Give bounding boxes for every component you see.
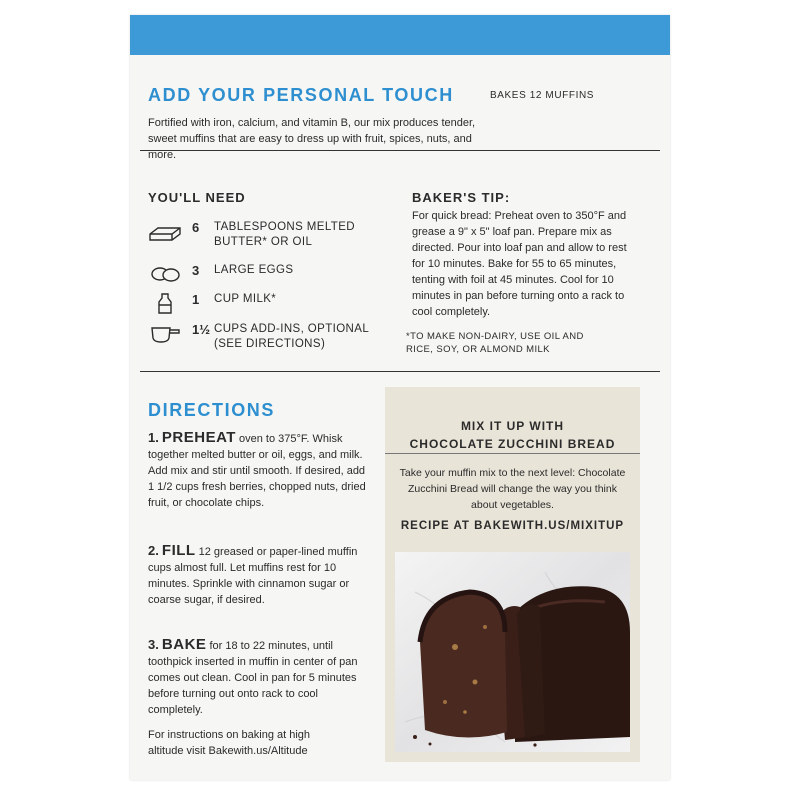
need-item-butter	[148, 220, 364, 250]
need-qty: 1½	[192, 322, 211, 337]
step-text: oven to 375°F. Whisk together melted butter or oil, eggs, and milk. Add mix and stir until smooth. If desired, add 1 1/2 cups fresh berries, chopped nuts, dried fruit, or chocolate chips.	[148, 433, 366, 509]
promo-body: Take your muffin mix to the next level: Chocolate Zucchini Bread will change the way you think about vegetables.	[399, 467, 626, 511]
promo-recipe-link[interactable]: RECIPE AT BAKEWITH.US/MIXITUP	[400, 520, 625, 532]
non-dairy-footnote: *TO MAKE NON-DAIRY, USE OIL AND RICE, SOY, OR ALMOND MILK	[406, 331, 584, 355]
need-qty: 6	[192, 220, 200, 235]
direction-step-bake	[148, 637, 368, 718]
bakers-tip-text: For quick bread: Preheat oven to 350°F and grease a 9" x 5" loaf pan. Prepare mix as directed. Pour into loaf pan and allow to rest for 10 minutes. Bake for 55 to 65 minutes, tenting with foil at 45 minutes. Cool for 10 minutes in pan before turning onto a rack to cool completely.	[412, 210, 627, 318]
promo-title	[385, 417, 640, 453]
needs-title: YOU'LL NEED	[148, 190, 246, 205]
butter-stick-icon	[148, 220, 182, 242]
package-back-panel	[130, 15, 670, 780]
bakers-tip-title: BAKER'S TIP:	[412, 190, 511, 205]
promo-divider	[385, 453, 640, 454]
need-text: CUPS ADD-INS, OPTIONAL (SEE DIRECTIONS)	[214, 323, 369, 350]
intro-text: Fortified with iron, calcium, and vitamin B, our mix produces tender, sweet muffins that are easy to dress up with fruit, spices, nuts, and more.	[148, 117, 476, 161]
eggs-icon	[148, 263, 182, 285]
step-keyword: BAKE	[161, 636, 207, 653]
step-number: 2.	[148, 543, 159, 558]
promo-title-line2: CHOCOLATE ZUCCHINI BREAD	[409, 437, 616, 451]
promo-panel	[385, 387, 640, 762]
need-item-milk	[148, 292, 276, 314]
measuring-cup-icon	[148, 322, 182, 344]
need-item-eggs	[148, 263, 293, 285]
need-text: TABLESPOONS MELTED BUTTER* OR OIL	[214, 221, 355, 248]
promo-title-line1: MIX IT UP WITH	[460, 419, 565, 433]
direction-step-preheat	[148, 430, 368, 511]
top-color-band	[130, 15, 670, 55]
step-number: 3.	[148, 637, 159, 652]
directions-title: DIRECTIONS	[148, 400, 276, 420]
step-text: 12 greased or paper-lined muffin cups almost full. Let muffins rest for 10 minutes. Sprinkle with cinnamon sugar or coarse sugar, if desired.	[148, 546, 358, 606]
need-qty: 1	[192, 292, 200, 307]
need-item-addins	[148, 322, 384, 352]
step-text: for 18 to 22 minutes, until toothpick inserted in muffin in center of pan comes out clean. Cool in pan for 5 minutes before turning out onto rack to cool completely.	[148, 640, 358, 716]
divider-middle	[140, 371, 660, 372]
milk-bottle-icon	[148, 292, 182, 314]
step-number: 1.	[148, 430, 159, 445]
divider-top	[140, 150, 660, 151]
chocolate-bread-photo	[395, 552, 630, 752]
altitude-note: For instructions on baking at high altitude visit Bakewith.us/Altitude	[148, 729, 311, 757]
need-text: CUP MILK*	[214, 293, 277, 305]
yield-label: BAKES 12 MUFFINS	[490, 90, 595, 101]
need-qty: 3	[192, 263, 200, 278]
step-keyword: PREHEAT	[161, 429, 236, 446]
direction-step-fill	[148, 543, 368, 608]
step-keyword: FILL	[161, 542, 196, 559]
section-title-personal-touch: ADD YOUR PERSONAL TOUCH	[148, 85, 454, 105]
need-text: LARGE EGGS	[214, 264, 294, 276]
